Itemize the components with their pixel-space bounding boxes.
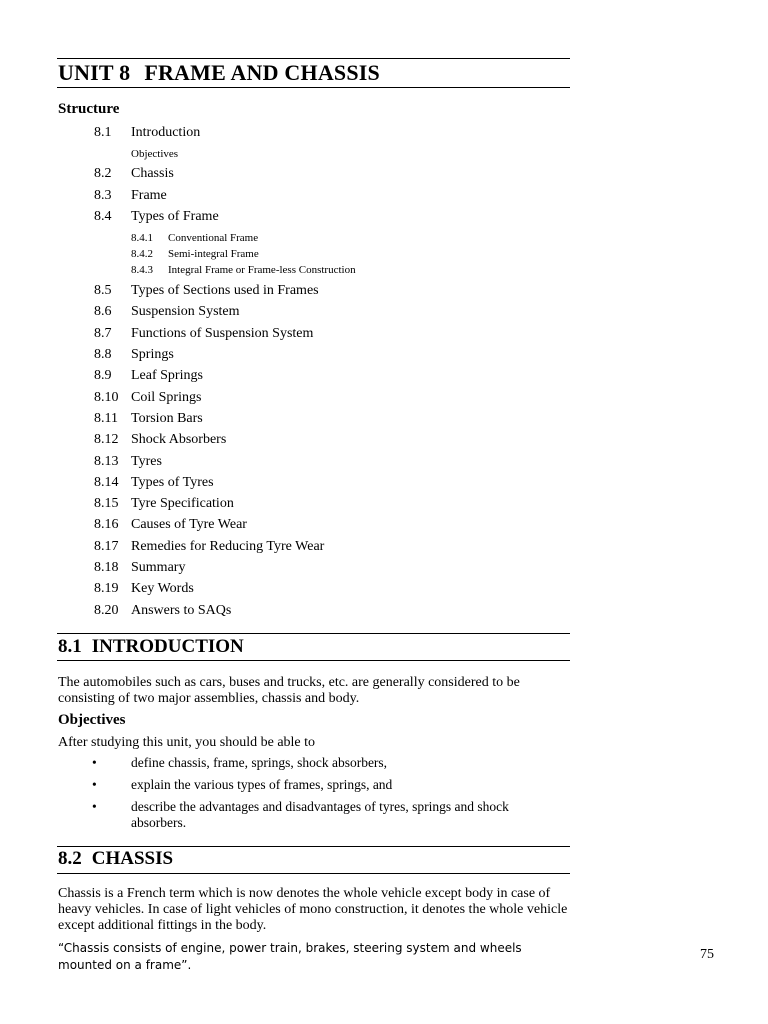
- toc-subitem-number: 8.4.2: [131, 248, 153, 261]
- section-8-2-number: 8.2: [58, 848, 82, 869]
- toc-item-label: Torsion Bars: [131, 410, 203, 426]
- toc-item: [94, 472, 564, 493]
- toc-subitem-objectives: Objectives: [131, 148, 179, 161]
- toc-item-label: Answers to SAQs: [131, 602, 232, 618]
- toc-item: [94, 536, 564, 557]
- toc-item-label: Summary: [131, 560, 186, 576]
- toc-subitem-label: Semi-integral Frame: [168, 248, 259, 261]
- list-item: [92, 755, 562, 771]
- toc-subitem: [131, 246, 564, 262]
- list-item: [92, 799, 562, 831]
- toc-item-number: 8.3: [94, 187, 112, 203]
- objective-text: define chassis, frame, springs, shock absorbers,: [131, 755, 388, 770]
- toc-item-number: 8.6: [94, 304, 112, 320]
- toc-item-label: Types of Frame: [131, 208, 219, 224]
- toc-item-label: Leaf Springs: [131, 368, 203, 384]
- unit-title-bottom-rule: [57, 87, 570, 88]
- toc-item-label: Coil Springs: [131, 389, 202, 405]
- toc-item-number: 8.9: [94, 368, 112, 384]
- toc-subitem-number: 8.4.1: [131, 232, 153, 245]
- bullet-icon: •: [92, 777, 97, 792]
- section-8-1-top-rule: [57, 633, 570, 634]
- objective-text: explain the various types of frames, springs, and: [131, 777, 393, 792]
- toc-item-number: 8.4: [94, 208, 112, 224]
- toc-item-number: 8.1: [94, 125, 112, 140]
- toc-item: [94, 365, 564, 386]
- toc-subitem: [131, 262, 564, 278]
- toc-item-label: Remedies for Reducing Tyre Wear: [131, 538, 325, 554]
- toc-item: [94, 280, 564, 301]
- toc-item-number: 8.15: [94, 496, 119, 512]
- toc-item-label: Causes of Tyre Wear: [131, 517, 247, 533]
- section-8-2-heading: [58, 848, 173, 870]
- toc-item-label: Tyres: [131, 453, 162, 469]
- toc-item: [94, 344, 564, 365]
- unit-title-text: FRAME AND CHASSIS: [144, 60, 380, 85]
- structure-heading: Structure: [58, 101, 120, 117]
- toc-item-number: 8.13: [94, 453, 119, 469]
- toc-item: [94, 408, 564, 429]
- toc-item-label: Frame: [131, 187, 167, 203]
- bullet-icon: •: [92, 755, 97, 770]
- chassis-definition-quote: “Chassis consists of engine, power train, brakes, steering system and wheels mounted on a frame”.: [58, 941, 522, 972]
- section-8-1-bottom-rule: [57, 660, 570, 661]
- toc-item-number: 8.20: [94, 602, 119, 618]
- objectives-intro: After studying this unit, you should be able to: [58, 735, 316, 750]
- bullet-icon: •: [92, 799, 97, 814]
- toc-item-number: 8.10: [94, 389, 119, 405]
- table-of-contents: [94, 122, 564, 621]
- toc-item-label: Suspension System: [131, 304, 240, 320]
- toc-item-number: 8.12: [94, 432, 119, 448]
- toc-item: [94, 578, 564, 599]
- toc-item-number: 8.11: [94, 410, 118, 426]
- toc-item: [94, 600, 564, 621]
- section-8-2-bottom-rule: [57, 873, 570, 874]
- unit-title: [58, 60, 380, 86]
- toc-item-label: Types of Sections used in Frames: [131, 283, 319, 299]
- toc-item-label: Introduction: [131, 125, 201, 140]
- toc-item-label: Springs: [131, 347, 174, 363]
- toc-item: [94, 206, 564, 227]
- toc-item-number: 8.16: [94, 517, 119, 533]
- toc-item-number: 8.19: [94, 581, 119, 597]
- unit-title-top-rule: [57, 58, 570, 59]
- objectives-list: [92, 755, 562, 837]
- toc-item-label: Functions of Suspension System: [131, 325, 314, 341]
- toc-item: [94, 429, 564, 450]
- section-8-1-title: INTRODUCTION: [91, 636, 244, 657]
- toc-item: [94, 323, 564, 344]
- toc-subitem-label: Conventional Frame: [168, 232, 259, 245]
- unit-number: UNIT 8: [58, 60, 131, 85]
- toc-item: [94, 122, 564, 143]
- toc-item-number: 8.14: [94, 474, 119, 490]
- toc-item: [94, 163, 564, 184]
- toc-item-label: Tyre Specification: [131, 496, 234, 512]
- toc-item: [94, 301, 564, 322]
- section-8-1-number: 8.1: [58, 636, 82, 657]
- objective-text: describe the advantages and disadvantages of tyres, springs and shock absorbers.: [131, 799, 509, 830]
- toc-item: [94, 493, 564, 514]
- toc-item-number: 8.2: [94, 166, 112, 182]
- toc-subitem-label: Integral Frame or Frame-less Construction: [168, 264, 356, 277]
- objectives-heading: Objectives: [58, 712, 126, 728]
- page-number: 75: [700, 947, 714, 962]
- section-8-2-top-rule: [57, 846, 570, 847]
- toc-item: [94, 387, 564, 408]
- chassis-paragraph: Chassis is a French term which is now denotes the whole vehicle except body in case of heavy vehicles. In case of light vehicles of mono construction, it denotes the whole vehicle except additional fittings in the body.: [58, 886, 568, 933]
- section-8-2-title: CHASSIS: [91, 848, 174, 869]
- toc-item-number: 8.5: [94, 283, 112, 299]
- toc-item: [94, 514, 564, 535]
- toc-item: [94, 185, 564, 206]
- section-8-1-heading: [58, 636, 244, 658]
- toc-item-number: 8.8: [94, 347, 112, 363]
- toc-item: [94, 557, 564, 578]
- toc-item-label: Types of Tyres: [131, 474, 214, 490]
- toc-item-label: Chassis: [131, 166, 174, 182]
- toc-subitem: [131, 230, 564, 246]
- list-item: [92, 777, 562, 793]
- toc-subitem-number: 8.4.3: [131, 264, 153, 277]
- toc-item-number: 8.7: [94, 325, 112, 341]
- toc-item-label: Shock Absorbers: [131, 432, 227, 448]
- toc-item-number: 8.18: [94, 560, 119, 576]
- toc-item: [94, 451, 564, 472]
- toc-item-number: 8.17: [94, 538, 119, 554]
- toc-item-label: Key Words: [131, 581, 194, 597]
- intro-paragraph: The automobiles such as cars, buses and trucks, etc. are generally considered to be consisting of two major assemblies, chassis and body.: [58, 675, 520, 706]
